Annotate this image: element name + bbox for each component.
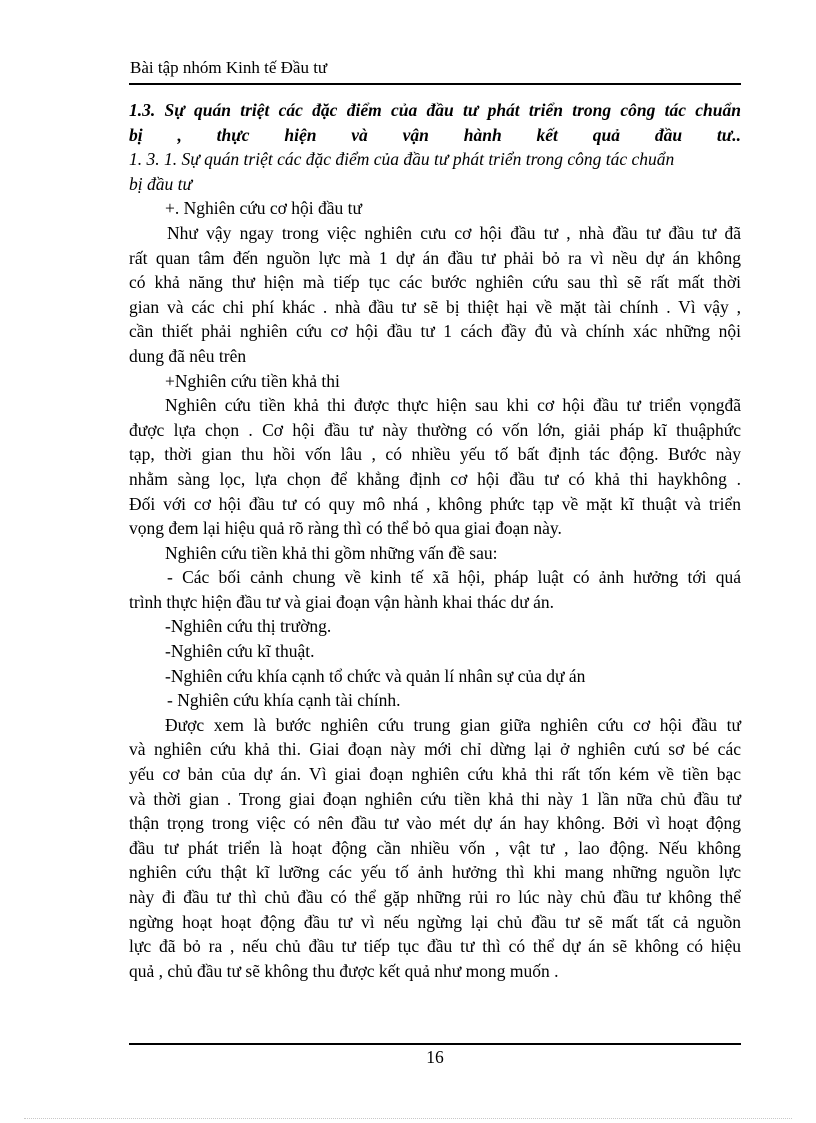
- paragraph-line: ngừng hoạt hoạt động đầu tư vì nếu ngừng lại chủ đầu tư sẽ mất tất cả nguồn: [129, 911, 741, 932]
- list-item: -Nghiên cứu kĩ thuật.: [165, 641, 315, 662]
- list-item: - Nghiên cứu khía cạnh tài chính.: [167, 690, 401, 711]
- paragraph-line: quả , chủ đầu tư sẽ không thu được kết quả như mong muốn .: [129, 960, 559, 981]
- list-item: -Nghiên cứu khía cạnh tổ chức và quản lí nhân sự của dự án: [165, 665, 586, 686]
- paragraph-line: yếu cơ bản của dự án. Vì giai đoạn nghiên cứu khả thi rất tốn kém về tiền bạc: [129, 764, 741, 785]
- paragraph-line: cần thiết phải nghiên cứu cơ hội đầu tư 1 cách đầy đủ và chính xác những nội: [129, 321, 741, 342]
- subsection-heading-line: bị đầu tư: [129, 173, 193, 194]
- paragraph-line: nhằm sàng lọc, lựa chọn để khẳng định cơ hội đầu tư có khả thi haykhông .: [129, 468, 741, 489]
- paragraph-line: này đi đầu tư thì chủ đầu có thể gặp những rủi ro lúc này chủ đầu tư không thể: [129, 887, 741, 907]
- page-number: 16: [426, 1047, 444, 1067]
- page-header: [129, 57, 741, 85]
- header-title: Bài tập nhóm Kinh tế Đầu tư: [130, 58, 328, 77]
- paragraph-line: tạp, thời gian thu hồi vốn lâu , có nhiều yếu tố bất định tác động. Bước này: [129, 444, 741, 465]
- paragraph-line: Như vậy ngay trong việc nghiên cưu cơ hội đầu tư , nhà đầu tư đầu tư đã: [167, 222, 741, 243]
- paragraph-line: vọng đem lại hiệu quả rõ ràng thì có thể bỏ qua giai đoạn này.: [129, 518, 562, 539]
- paragraph-line: Nghiên cứu tiền khả thi được thực hiện sau khi cơ hội đầu tư triển vọngđã: [165, 395, 741, 416]
- subsection-heading-line: 1. 3. 1. Sự quán triệt các đặc điểm của đầu tư phát triển trong công tác chuẩn: [129, 149, 675, 170]
- paragraph-line: Nghiên cứu tiền khả thi gồm những vấn đề sau:: [165, 542, 498, 563]
- section-heading-line: bị , thực hiện và vận hành kết quả đầu tư..: [129, 124, 741, 145]
- paragraph-line: Đối với cơ hội đầu tư có quy mô nhá , không phức tạp về mặt kĩ thuật và triển: [129, 493, 741, 514]
- paragraph-line: đầu tư phát triển là hoạt động cần nhiều vốn , vật tư , lao động. Nếu không: [129, 837, 741, 858]
- paragraph-line: lực đã bỏ ra , nếu chủ đầu tư tiếp tục đầu tư thì có thể dự án sẽ không có hiệu: [129, 936, 741, 957]
- paragraph-line: Được xem là bước nghiên cứu trung gian giữa nghiên cứu cơ hội đầu tư: [165, 714, 741, 735]
- page-content: [129, 98, 741, 983]
- paragraph-line: trình thực hiện đầu tư và giai đoạn vận hành khai thác dư án.: [129, 591, 554, 612]
- paragraph-line: rất quan tâm đến nguồn lực mà 1 dự án đầu tư phải bỏ ra vì nều dự án không: [129, 247, 741, 268]
- paragraph-line: nghiên cứu thật kĩ lưỡng các yếu tố ảnh hưởng thì khi mang những nguồn lực: [129, 862, 741, 883]
- paragraph-line: gian và các chi phí khác . nhà đầu tư sẽ bị thiệt hại về mặt tài chính . Vì vậy ,: [129, 296, 741, 317]
- section-heading-line: 1.3. Sự quán triệt các đặc điểm của đầu tư phát triển trong công tác chuẩn: [129, 100, 741, 120]
- footer-divider: [129, 1043, 741, 1045]
- paragraph-line: thận trọng trong việc có nên đầu tư vào mét dự án hay không. Bởi vì hoạt động: [129, 813, 741, 834]
- paragraph-line: có khả năng thư hiện mà tiếp tục các bước nghiên cứu sau thì sẽ rất mất thời: [129, 272, 741, 293]
- paragraph-line: dung đã nêu trên: [129, 345, 247, 366]
- paragraph-line: được lựa chọn . Cơ hội đầu tư này thường có vốn lớn, giải pháp kĩ thuậphức: [129, 419, 741, 440]
- page-bottom-edge: [24, 1118, 792, 1119]
- paragraph-line: và nghiên cứu khả thi. Giai đoạn này mới chỉ dừng lại ở nghiên cưú sơ bé các: [129, 739, 741, 760]
- paragraph-line: +. Nghiên cứu cơ hội đầu tư: [165, 198, 363, 219]
- paragraph-line: và thời gian . Trong giai đoạn nghiên cứu tiền khả thi này 1 lần nữa chủ đầu tư: [129, 788, 741, 809]
- paragraph-line: +Nghiên cứu tiền khả thi: [165, 370, 340, 391]
- list-item: -Nghiên cứu thị trường.: [165, 616, 332, 637]
- list-item: - Các bối cảnh chung về kinh tế xã hội, pháp luật có ảnh hưởng tới quá: [167, 567, 741, 588]
